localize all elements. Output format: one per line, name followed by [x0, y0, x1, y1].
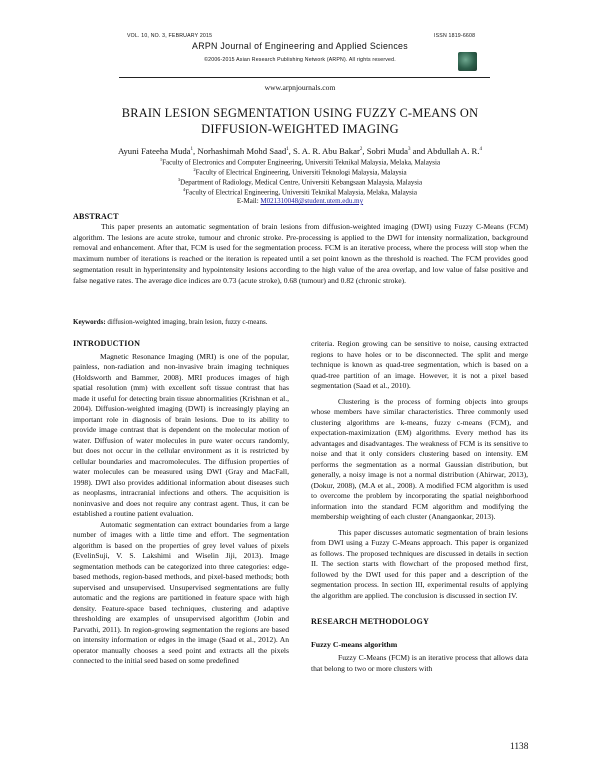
right-column: [311, 339, 528, 674]
author-separator: ,: [193, 146, 198, 156]
affiliation-sup: 4: [183, 187, 186, 192]
email-label: E-Mail:: [236, 197, 261, 205]
affiliation-4: [40, 187, 560, 196]
methodology-paragraph-1: Fuzzy C-Means (FCM) is an iterative process that allows data that belong to two or more clusters with: [311, 653, 528, 673]
author-separator: ,: [362, 146, 367, 156]
copyright-notice: ©2006-2015 Asian Research Publishing Network (ARPN). All rights reserved.: [204, 57, 396, 63]
affiliation-3: [40, 177, 560, 186]
issn: ISSN 1819-6608: [434, 33, 476, 39]
author-sup: 3: [407, 147, 411, 153]
intro-paragraph-2: Automatic segmentation can extract boundaries from a large number of images with a little time and effort. The segmentation algorithm is based on the properties of grey level values of pixels (EvelinSuji, V. S. Lakshimi and Wiselin Jiji, 2013). Image segmentation methods can be categorized into three categories: edge-based methods, region-based methods, and pixel-based methods; both supervised and unsupervised. Unsupervised segmentations are fully automatic and the regions are partitioned in feature space with high density. Feature-space based techniques, clustering and adaptive thresholding are examples of unsupervised algorithm (Jobin and Parvathi, 2011). In region-growing segmentation the regions are based on intensity information or edges in the image (Saad et al., 2012). An operator manually chooses a seed point and extracts all the pixels connected to the initial seed based on some predefined: [73, 519, 289, 665]
left-column: [73, 339, 289, 667]
keywords-text: diffusion-weighted imaging, brain lesion, fuzzy c-means.: [105, 318, 268, 326]
affiliation-sup: 2: [193, 167, 196, 172]
volume-info: VOL. 10, NO. 3, FEBRUARY 2015: [127, 33, 213, 39]
author-separator: ,: [288, 146, 294, 156]
author-sup: 1: [190, 147, 194, 153]
email-line: [40, 197, 560, 205]
author-name: Ayuni Fateeha Muda: [117, 146, 191, 156]
author-sup: 4: [479, 147, 483, 153]
email-link[interactable]: M021310048@student.utem.edu.my: [260, 197, 364, 205]
intro-paragraph-4: Clustering is the process of forming objects into groups whose members have similar characteristics. Three commonly used clustering algorithms are k-means, fuzzy c-means (FCM), and expectation-maximization (EM) algorithms. Every method has its advantages and disadvantages. The weakness of FCM is its sensitive to noise and that it only considers clustering based on intensity. EM performs the segmentation as a normal Gaussian distribution, but generally, a noisy image is not a normal distribution (Ahirwar, 2013), (Dokur, 2008), (M.A et al., 2008). A modified FCM algorithm is used to overcome the problem by incorporating the spatial neighborhood information into the standard FCM algorithm and modifying the membership weighting of each cluster (Anangaonkar, 2013).: [311, 396, 528, 521]
author-name: S. A. R. Abu Bakar: [293, 146, 360, 156]
methodology-heading: RESEARCH METHODOLOGY: [311, 617, 430, 626]
author-name: Sobri Muda: [366, 146, 408, 156]
header-divider: [119, 77, 490, 78]
journal-website: www.arpnjournals.com: [264, 83, 336, 92]
affiliation-text: Faculty of Electronics and Computer Engineering, Universiti Teknikal Malaysia, Melaka, Malaysia: [162, 158, 441, 167]
abstract-heading: ABSTRACT: [73, 212, 119, 221]
author-sup: 2: [359, 147, 363, 153]
publisher-logo: [458, 52, 477, 71]
keywords-line: [73, 318, 267, 326]
journal-name: ARPN Journal of Engineering and Applied Sciences: [192, 41, 408, 51]
intro-paragraph-3: criteria. Region growing can be sensitive to noise, causing extracted regions to have holes or to be disconnected. The split and merge technique is known as quad-tree segmentation, which is based on a quad-tree partition of an image. However, it is not a pixel based segmentation (Saad et al., 2010).: [311, 339, 528, 390]
author-separator: and: [410, 146, 427, 156]
introduction-heading: INTRODUCTION: [73, 339, 141, 348]
keywords-label: Keywords:: [73, 318, 106, 326]
page-number: 1138: [510, 742, 529, 752]
author-name: Abdullah A. R.: [426, 146, 480, 156]
affiliation-sup: 1: [159, 157, 163, 162]
fcm-subheading: Fuzzy C-means algorithm: [311, 639, 398, 649]
intro-paragraph-5: This paper discusses automatic segmentation of brain lesions from DWI using a Fuzzy C-Means approach. This paper is organized as follows. The proposed techniques are discussed in details in section II. The section starts with flowchart of the proposed method first, followed by the DWI used for this paper and a description of the segmentation process. In section III, experimental results of applying the algorithm are applied. The conclusion is discussed in section IV.: [311, 527, 528, 600]
intro-paragraph-1: Magnetic Resonance Imaging (MRI) is one of the popular, painless, non-radiation and non-invasive brain imaging techniques (Holdsworth and Bammer, 2008). MRI produces images of high spatial resolution (mm) with excellent soft tissue contrast that has made it useful for detecting brain tissue abnormalities (Krishnan et al., 2004). Diffusion-weighted imaging (DWI) is increasingly playing an important role in diagnosis of brain lesions. Due to its ability to provide image contrast that is dependent on the molecular motion of water. Diffusion of water molecules in pure water occurs randomly, but does not occur in the cellular environment as it is restricted by cellular boundaries and macromolecules. The diffusion properties of water molecules can be measured using DWI (Gray and MacFall, 1998). DWI also provides additional information about diseases such as neoplasms, intracranial infections and others. The acquisition is noninvasive and does not require any contrast agent. Thus, it can be established a routine patient evaluation.: [73, 351, 289, 518]
title-line-1: BRAIN LESION SEGMENTATION USING FUZZY C-MEANS ON: [121, 106, 479, 120]
title-line-2: DIFFUSION-WEIGHTED IMAGING: [201, 122, 399, 136]
affiliation-text: Faculty of Electrical Engineering, Universiti Teknikal Malaysia, Melaka, Malaysia: [185, 188, 417, 197]
author-list: [40, 146, 560, 156]
abstract-text: This paper presents an automatic segmentation of brain lesions from diffusion-weighted imaging (DWI) using Fuzzy C-Means (FCM) algorithm. The lesions are acute stroke, tumour and chronic stroke. Pre-processing is applied to the DWI for intensity normalization, background removal and enhancement. After that, FCM is used for the segmentation process. FCM is an iterative process, where the process will stop when the maximum number of iterations is reached or the iteration is repeated until a set point known as the threshold is reached. The FCM provides good segmentation result in hyperintensity and hypointensity lesions according to the high value of the area overlap, and low value of false positive and false negative rates. The average dice indices are 0.73 (acute stroke), 0.68 (tumour) and 0.82 (chronic stroke).: [73, 222, 528, 285]
affiliation-text: Department of Radiology, Medical Centre, Universiti Kebangsaan Malaysia, Malaysia: [180, 178, 423, 187]
affiliation-sup: 3: [177, 177, 181, 182]
affiliation-2: [40, 167, 560, 176]
author-name: Norhashimah Mohd Saad: [197, 146, 287, 156]
paper-title: [60, 105, 540, 137]
author-sup: 1: [286, 147, 289, 153]
affiliation-text: Faculty of Electrical Engineering, Universiti Teknologi Malaysia, Malaysia: [195, 168, 407, 177]
affiliation-1: [40, 157, 560, 166]
